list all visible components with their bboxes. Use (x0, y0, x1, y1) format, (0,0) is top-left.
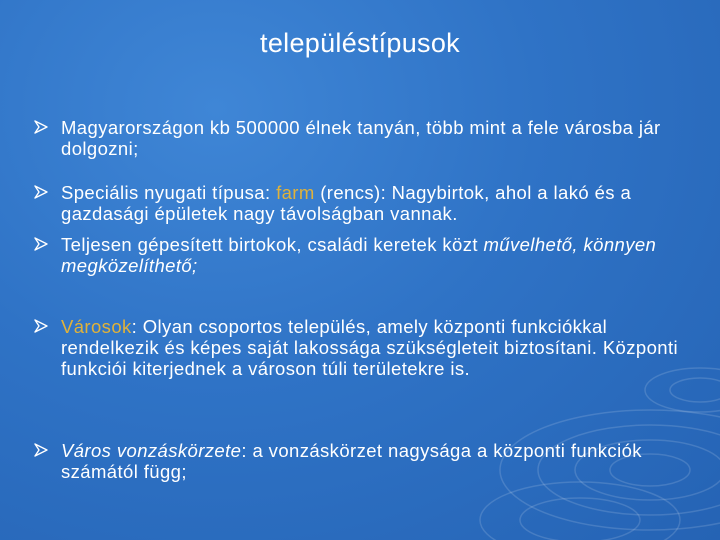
bullet-text-italic: művelhető, könnyen megközelíthető; (61, 234, 657, 276)
slide-title: településtípusok (260, 28, 460, 58)
arrowhead-bullet-icon (34, 185, 48, 199)
arrowhead-bullet-icon (34, 120, 48, 134)
farm-highlight: farm (276, 182, 315, 203)
arrowhead-bullet-icon (34, 443, 48, 457)
bullet-text (61, 182, 691, 224)
bullet-text-suffix: : a vonzáskörzet nagysága a központi funkciók számától függ; (61, 440, 642, 482)
varosok-highlight: Városok (61, 316, 132, 337)
arrowhead-bullet-icon (34, 237, 48, 251)
bullet-text (61, 316, 691, 379)
bullet-text-italic: Város vonzáskörzete (61, 440, 242, 461)
bullet-text-prefix: Teljesen gépesített birtokok, családi keretek közt (61, 234, 484, 255)
bullet-text: Magyarországon kb 500000 élnek tanyán, több mint a fele városba jár dolgozni; (61, 117, 661, 159)
bullet-text (61, 440, 691, 482)
bullet-text (61, 234, 691, 276)
arrowhead-bullet-icon (34, 319, 48, 333)
bullet-text-suffix: (rencs): Nagybirtok, ahol a lakó és a gazdasági épületek nagy távolságban vannak. (61, 182, 632, 224)
bullet-text-suffix: : Olyan csoportos település, amely központi funkciókkal rendelkezik és képes saját lakossága szükségleteit biztosítani. Központi funkciói kiterjednek a városon túli területekre is. (61, 316, 679, 379)
bullet-text-prefix: Speciális nyugati típusa: (61, 182, 277, 203)
